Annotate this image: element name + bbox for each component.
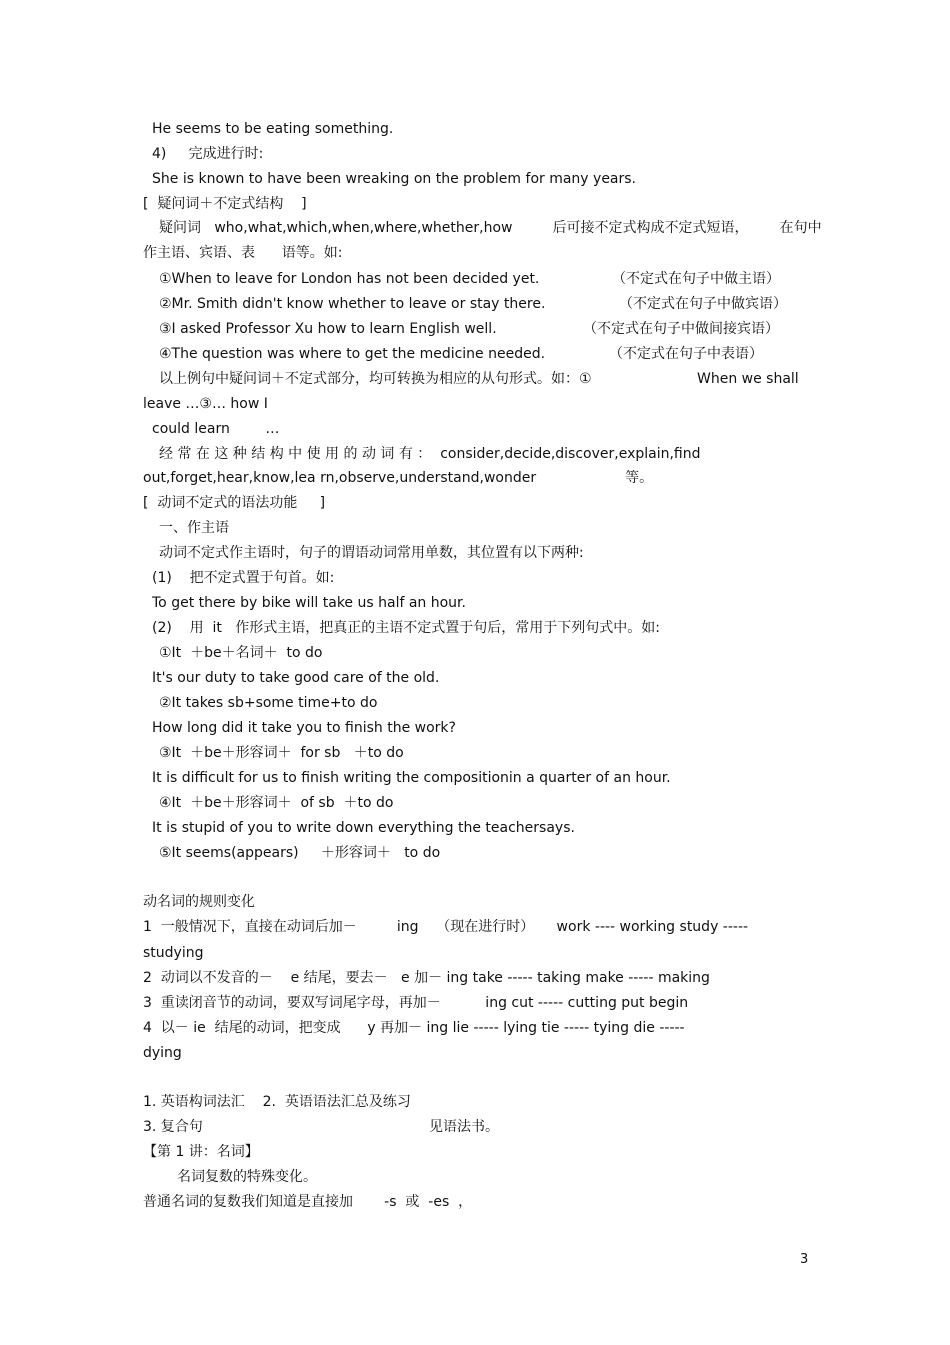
text-line: 动词不定式作主语时，句子的谓语动词常用单数，其位置有以下两种:: [159, 545, 584, 561]
text-line: 经 常 在 这 种 结 构 中 使 用 的 动 词 有 ： consider,decide,discover,explain,find: [159, 446, 701, 462]
text-line: It is difficult for us to finish writing the compositionin a quarter of an hour.: [152, 770, 671, 786]
section-heading: 动名词的规则变化: [143, 894, 255, 910]
text-line: 3 重读闭音节的动词，要双写词尾字母，再加－ ing cut ----- cutting put begin: [143, 995, 689, 1011]
text-line: out,forget,hear,know,lea rn,observe,understand,wonder 等。: [143, 470, 654, 486]
text-line: ④It ＋be＋形容词＋ of sb ＋to do: [159, 795, 394, 811]
example-line: ③I asked Professor Xu how to learn English well.: [159, 321, 497, 337]
text-line: ②It takes sb+some time+to do: [159, 695, 378, 711]
text-line: She is known to have been wreaking on the problem for many years.: [152, 171, 637, 187]
section-heading: [ 动词不定式的语法功能 ]: [143, 495, 326, 511]
section-heading: [ 疑问词＋不定式结构 ]: [143, 196, 307, 212]
example-note: （不定式在句子中做主语）: [612, 271, 780, 287]
example-line: ②Mr. Smith didn't know whether to leave or stay there.: [159, 296, 546, 312]
text-line: 一、作主语: [159, 520, 229, 536]
text-line: 以上例句中疑问词＋不定式部分，均可转换为相应的从句形式。如：①: [159, 371, 592, 387]
text-line: (2) 用 it 作形式主语，把真正的主语不定式置于句后，常用于下列句式中。如:: [152, 620, 660, 636]
text-line: 名词复数的特殊变化。: [177, 1169, 317, 1185]
text-line: dying: [143, 1045, 182, 1061]
text-line: 4) 完成进行时:: [152, 146, 264, 162]
text-line: ①It ＋be＋名词＋ to do: [159, 645, 323, 661]
text-line: 2 动词以不发音的－ e 结尾，要去－ e 加－ ing take ----- taking make ----- making: [143, 970, 710, 986]
example-note: （不定式在句子中做间接宾语）: [583, 321, 779, 337]
section-heading: 【第 1 讲：名词】: [143, 1144, 259, 1160]
text-line: studying: [143, 945, 204, 961]
text-line: 作主语、宾语、表 语等。如:: [143, 245, 343, 261]
text-line: 疑问词 who,what,which,when,where,whether,how 后可接不定式构成不定式短语， 在句中: [159, 220, 822, 236]
text-line: (1) 把不定式置于句首。如:: [152, 570, 335, 586]
example-note: （不定式在句子中做宾语）: [619, 296, 787, 312]
text-line: 1. 英语构词法汇 2. 英语语法汇总及练习: [143, 1094, 411, 1110]
text-line: He seems to be eating something.: [152, 121, 394, 137]
text-line: ③It ＋be＋形容词＋ for sb ＋to do: [159, 745, 404, 761]
text-line: 1 一般情况下，直接在动词后加－ ing （现在进行时） work ---- working study -----: [143, 919, 749, 935]
text-line: How long did it take you to finish the work?: [152, 720, 456, 736]
text-line: It is stupid of you to write down everything the teachersays.: [152, 820, 575, 836]
example-line: ④The question was where to get the medicine needed.: [159, 346, 546, 362]
example-line: ①When to leave for London has not been decided yet.: [159, 271, 540, 287]
text-line: 普通名词的复数我们知道是直接加 -s 或 -es ，: [143, 1194, 473, 1210]
text-line: It's our duty to take good care of the old.: [152, 670, 440, 686]
text-line: leave …③… how I: [143, 396, 268, 412]
text-line: ⑤It seems(appears) ＋形容词＋ to do: [159, 845, 441, 861]
text-line: could learn …: [152, 421, 280, 437]
text-line: To get there by bike will take us half an hour.: [152, 595, 466, 611]
text-line-tail: 见语法书。: [429, 1119, 499, 1135]
text-line-tail: When we shall: [697, 371, 799, 387]
text-line: 4 以－ ie 结尾的动词，把变成 y 再加－ ing lie ----- lying tie ----- tying die -----: [143, 1020, 685, 1036]
text-line: 3. 复合句: [143, 1119, 203, 1135]
page-number: 3: [800, 1252, 809, 1267]
example-note: （不定式在句子中表语）: [609, 346, 763, 362]
